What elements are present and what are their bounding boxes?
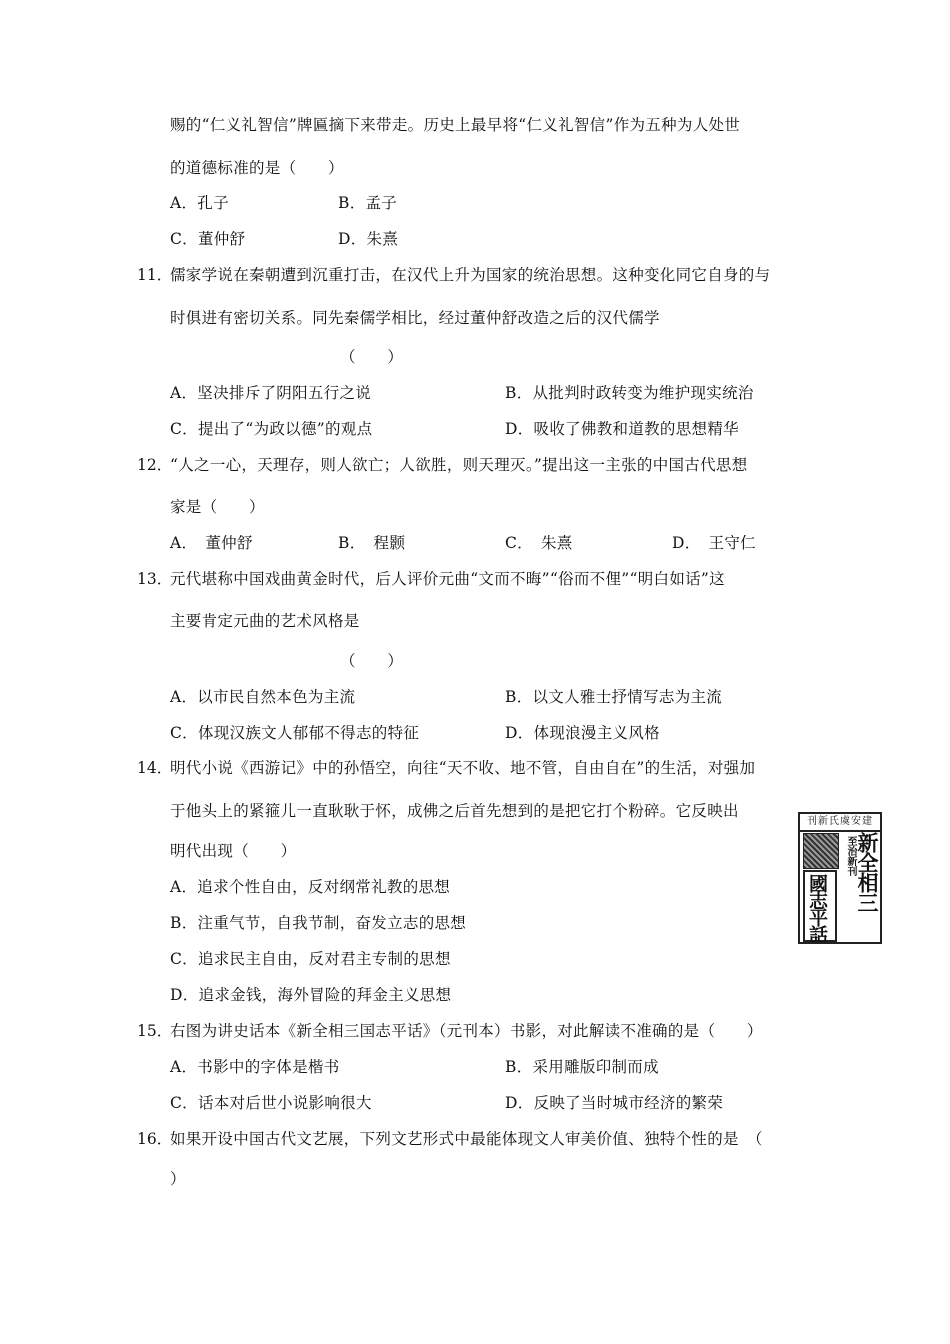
text-line: D．反映了当时城市经济的繁荣 <box>505 1094 724 1112</box>
text-line: C． 朱熹 <box>505 534 573 552</box>
question-number: 12． <box>137 456 173 474</box>
text-line: 儒家学说在秦朝遭到沉重打击，在汉代上升为国家的统治思想。这种变化同它自身的与 <box>170 266 771 284</box>
question-number: 15． <box>137 1022 173 1040</box>
book-cover-image <box>798 812 882 944</box>
text-line: ） <box>170 1170 186 1188</box>
text-line: A．以市民自然本色为主流 <box>170 688 356 706</box>
book-title-column-1: 新全相三 <box>855 832 880 912</box>
question-number: 14． <box>137 759 173 777</box>
text-line: 时俱进有密切关系。同先秦儒学相比，经过董仲舒改造之后的汉代儒学 <box>170 309 660 327</box>
text-line: A．孔子 <box>170 194 229 212</box>
text-line: A．坚决排斥了阴阳五行之说 <box>170 384 372 402</box>
text-line: D．体现浪漫主义风格 <box>505 724 660 742</box>
text-line: B． 程颢 <box>338 534 406 552</box>
text-line: 明代小说《西游记》中的孙悟空，向往“天不收、地不管，自由自在”的生活，对强加 <box>170 759 756 777</box>
text-line: 赐的“仁义礼智信”牌匾摘下来带走。历史上最早将“仁义礼智信”作为五种为人处世 <box>170 116 741 134</box>
text-line: C．话本对后世小说影响很大 <box>170 1094 372 1112</box>
text-line: D．朱熹 <box>338 230 399 248</box>
text-line: D． 王守仁 <box>672 534 756 552</box>
text-line: C．提出了“为政以德”的观点 <box>170 420 373 438</box>
text-line: 于他头上的紧箍儿一直耿耿于怀，成佛之后首先想到的是把它打个粉碎。它反映出 <box>170 802 739 820</box>
text-line: “人之一心，天理存，则人欲亡；人欲胜，则天理灭。”提出这一主张的中国古代思想 <box>170 456 748 474</box>
text-line: （ ） <box>340 652 404 670</box>
book-illustration <box>803 833 839 869</box>
book-title-column-2: 至治新刊 <box>845 836 856 876</box>
text-line: 右图为讲史话本《新全相三国志平话》（元刊本）书影，对此解读不准确的是（ ） <box>170 1022 763 1040</box>
text-line: B．从批判时政转变为维护现实统治 <box>505 384 754 402</box>
text-line: 如果开设中国古代文艺展，下列文艺形式中最能体现文人审美价值、独特个性的是 （ <box>170 1130 763 1148</box>
text-line: D．追求金钱，海外冒险的拜金主义思想 <box>170 986 452 1004</box>
text-line: B．孟子 <box>338 194 398 212</box>
text-line: 元代堪称中国戏曲黄金时代，后人评价元曲“文而不晦”“俗而不俚”“明白如话”这 <box>170 570 725 588</box>
text-line: 明代出现（ ） <box>170 842 297 860</box>
text-line: B．以文人雅士抒情写志为主流 <box>505 688 723 706</box>
book-title-column-3: 國志平話 <box>806 874 828 942</box>
text-line: B．注重气节，自我节制，奋发立志的思想 <box>170 914 467 932</box>
text-line: D．吸收了佛教和道教的思想精华 <box>505 420 739 438</box>
text-line: B．采用雕版印制而成 <box>505 1058 659 1076</box>
question-number: 11． <box>137 266 173 284</box>
text-line: C．体现汉族文人郁郁不得志的特征 <box>170 724 420 742</box>
text-line: A． 董仲舒 <box>170 534 253 552</box>
book-publisher-text: 刊新氏虞安建 <box>800 814 880 832</box>
text-line: A．追求个性自由，反对纲常礼教的思想 <box>170 878 451 896</box>
text-line: （ ） <box>340 348 404 366</box>
text-line: 主要肯定元曲的艺术风格是 <box>170 612 360 630</box>
text-line: 的道德标准的是（ ） <box>170 159 344 177</box>
text-line: C．董仲舒 <box>170 230 246 248</box>
text-line: 家是（ ） <box>170 498 265 516</box>
question-number: 16． <box>137 1130 173 1148</box>
question-number: 13． <box>137 570 173 588</box>
text-line: A．书影中的字体是楷书 <box>170 1058 340 1076</box>
text-line: C．追求民主自由，反对君主专制的思想 <box>170 950 451 968</box>
